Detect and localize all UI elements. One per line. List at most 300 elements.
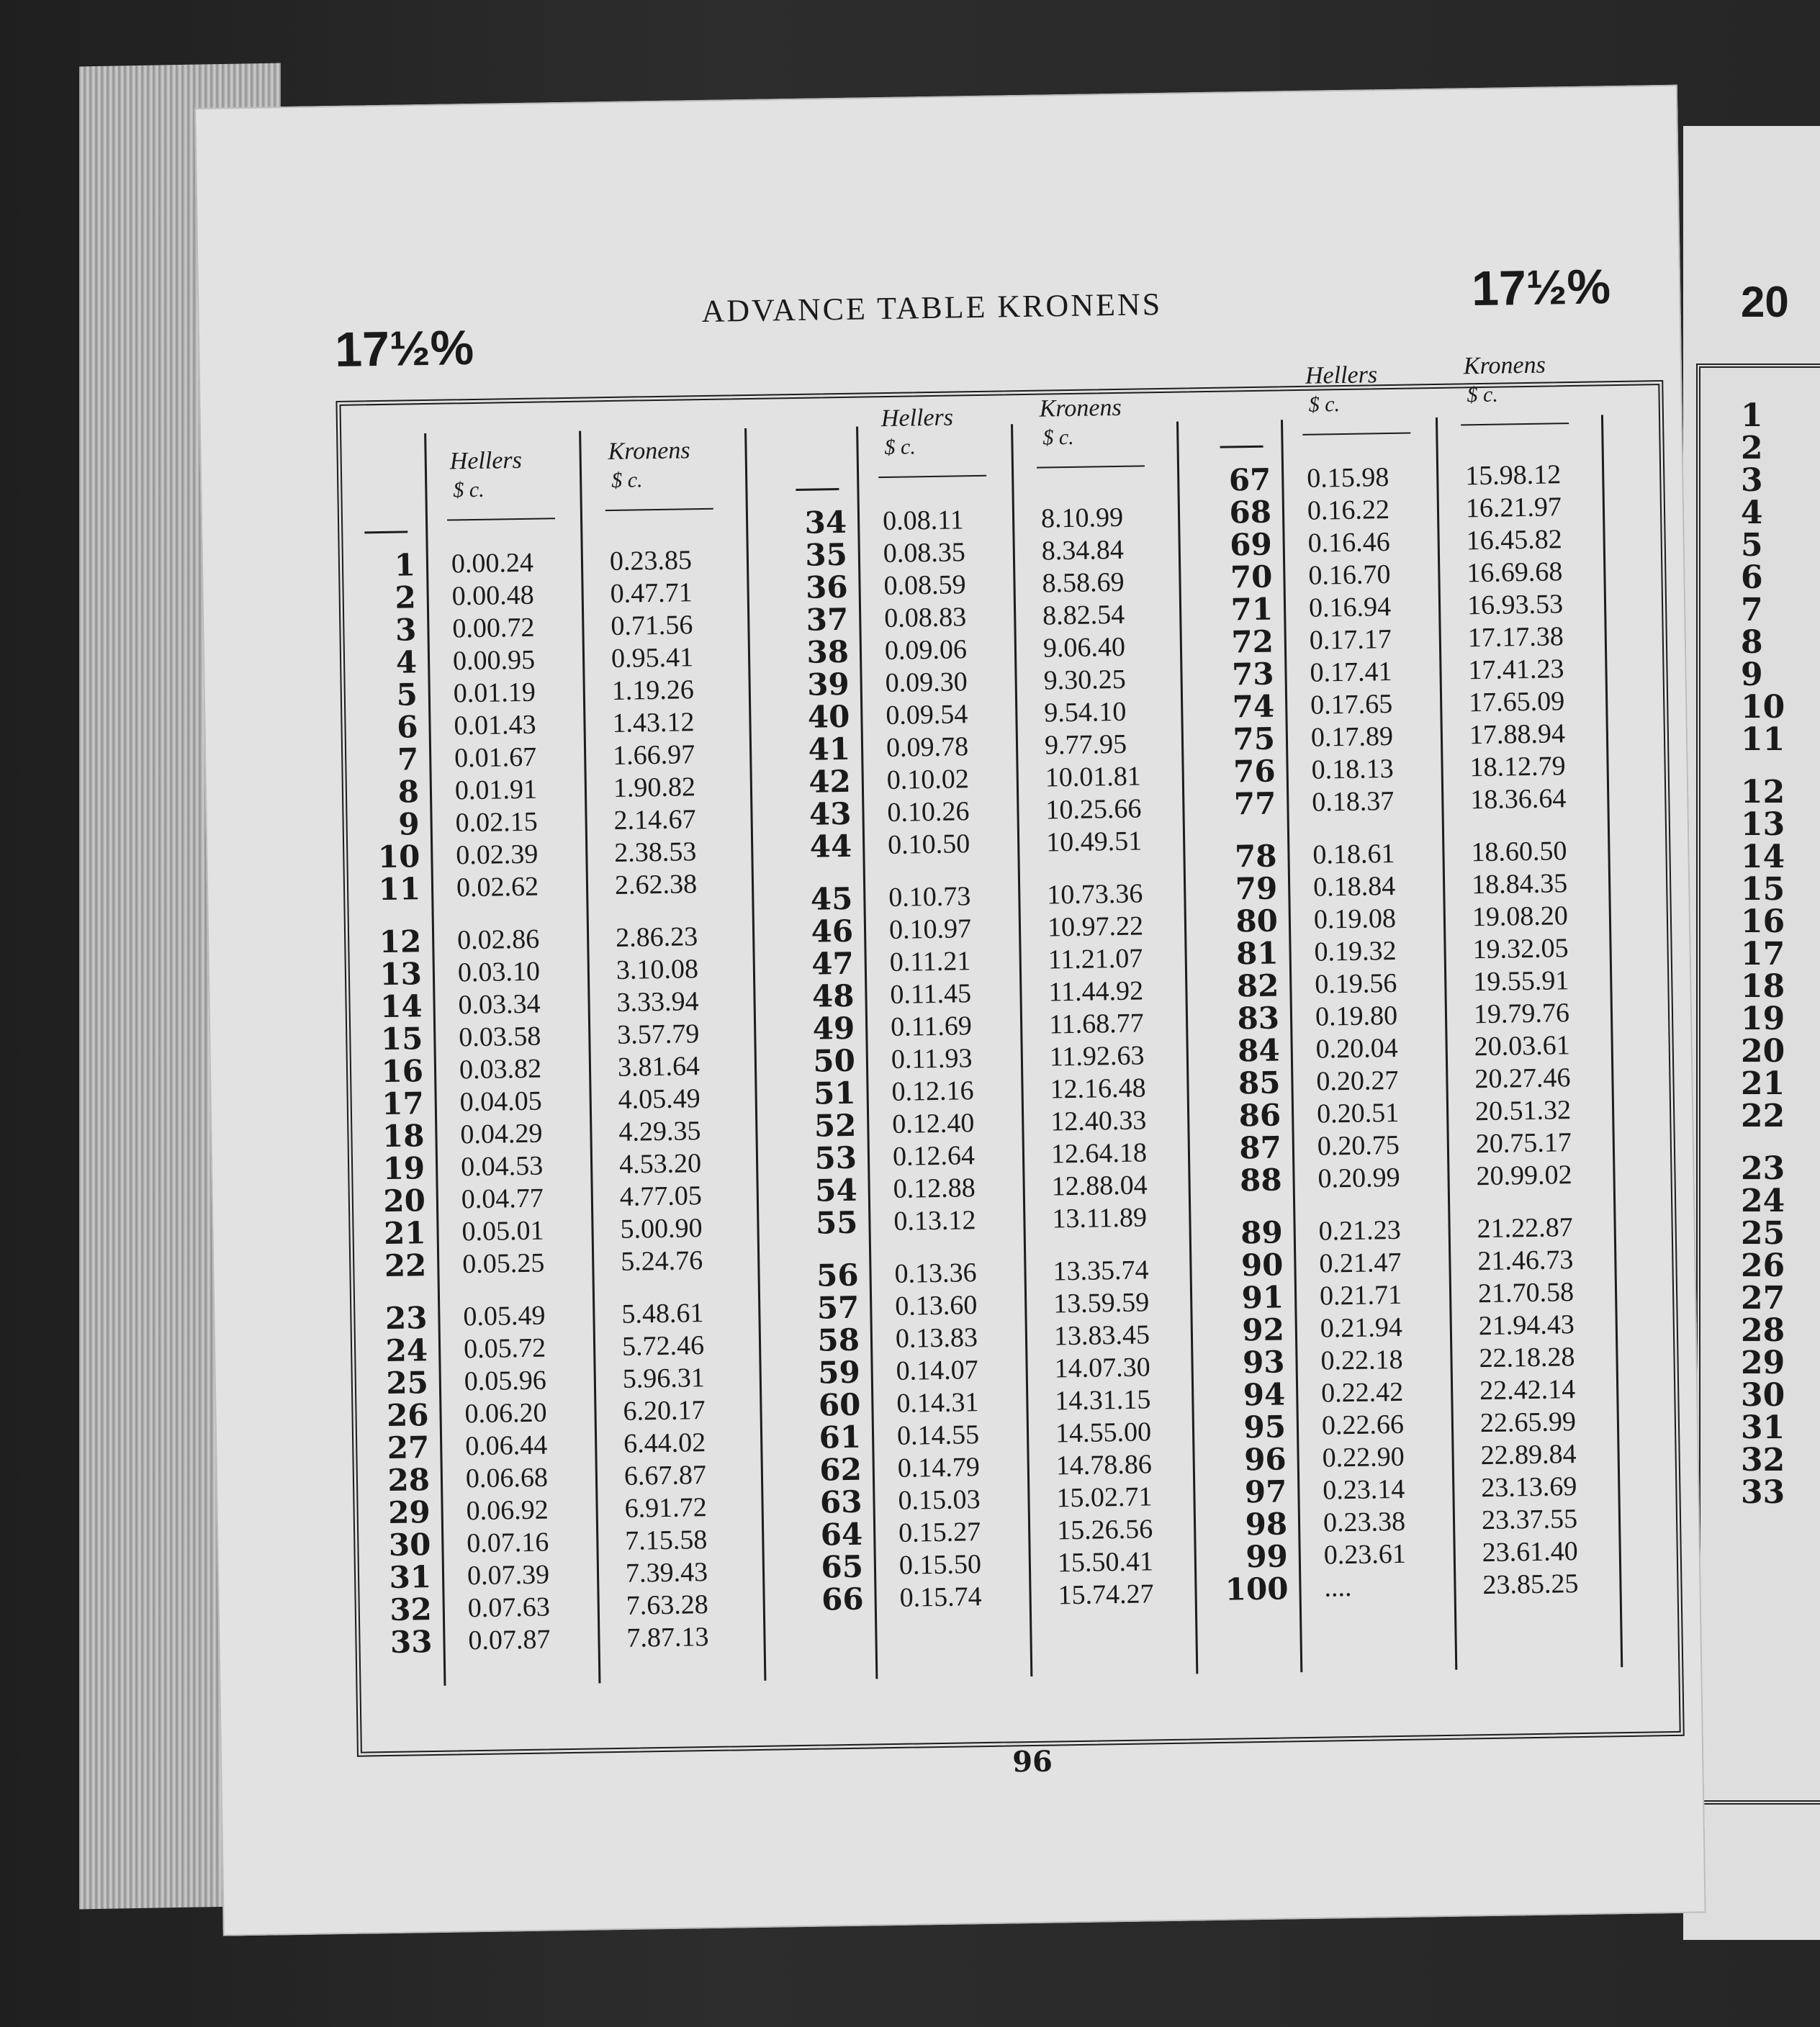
row-number: 63: [819, 1484, 862, 1520]
kronens-value: 9.77.95: [1044, 728, 1127, 761]
row-number: 25: [386, 1365, 429, 1401]
hellers-value: 0.17.89: [1310, 721, 1394, 753]
kronens-value: 20.03.61: [1474, 1030, 1571, 1062]
facing-page-numbers: [1741, 399, 1785, 1509]
kronens-header-units: $ c.: [1042, 425, 1074, 450]
kronens-value: 15.98.12: [1464, 459, 1562, 492]
facing-page-row-number: 12: [1741, 774, 1785, 811]
kronens-value: 2.38.53: [613, 836, 697, 868]
kronens-value: 6.20.17: [623, 1395, 706, 1427]
facing-page-row-number: 33: [1741, 1474, 1785, 1511]
hellers-value: 0.17.65: [1310, 688, 1393, 721]
group-gap: [786, 1239, 858, 1260]
hellers-value: 0.19.08: [1313, 903, 1397, 935]
row-number: 83: [1237, 1000, 1280, 1037]
kronens-value: 23.85.25: [1482, 1568, 1579, 1601]
hellers-value: 0.15.74: [899, 1581, 982, 1613]
kronens-value: 8.82.54: [1042, 599, 1125, 631]
row-number: 71: [1230, 591, 1274, 628]
column-divider: [1176, 422, 1198, 1674]
row-number: 52: [814, 1107, 857, 1144]
kronens-value: 16.45.82: [1466, 524, 1562, 556]
kronens-header-label: Kronens: [608, 437, 690, 466]
kronens-value: 20.51.32: [1474, 1095, 1572, 1127]
kronens-value: 2.86.23: [615, 921, 698, 953]
facing-page-row-number: 27: [1741, 1280, 1785, 1317]
hellers-value: 0.16.70: [1308, 559, 1391, 591]
row-number: 26: [386, 1397, 429, 1434]
row-number: 62: [819, 1451, 862, 1488]
row-number: 91: [1241, 1279, 1284, 1316]
hellers-value: 0.10.26: [887, 796, 970, 828]
hellers-value: 0.03.10: [457, 956, 541, 988]
hellers-value: 0.22.90: [1322, 1441, 1405, 1473]
row-number: 100: [1225, 1571, 1289, 1607]
group-gap: [1471, 815, 1567, 836]
hellers-value: 0.03.58: [458, 1021, 541, 1053]
kronens-value: 23.13.69: [1481, 1471, 1577, 1504]
kronens-value: 21.46.73: [1477, 1245, 1574, 1277]
hellers-value: 0.11.21: [889, 946, 971, 978]
row-number: 2: [395, 579, 417, 615]
hellers-value: 0.03.34: [458, 988, 541, 1021]
row-number: 5: [396, 677, 418, 713]
facing-page-row-number: 30: [1741, 1377, 1785, 1414]
row-number: 49: [812, 1010, 855, 1047]
row-number: 7: [397, 741, 419, 777]
row-number: 84: [1237, 1032, 1281, 1069]
facing-page-row-number: 25: [1741, 1215, 1785, 1252]
book-page: [194, 85, 1706, 1936]
row-number: 18: [382, 1118, 425, 1155]
column-divider: [579, 431, 600, 1684]
hellers-value: 0.07.39: [467, 1559, 550, 1592]
kronens-value: 13.59.59: [1053, 1287, 1150, 1319]
kronens-value: 23.61.40: [1482, 1536, 1579, 1568]
hellers-value: 0.02.39: [456, 839, 539, 871]
hellers-value: 0.21.71: [1319, 1279, 1402, 1312]
page-title: ADVANCE TABLE KRONENS: [701, 286, 1163, 329]
row-number: 35: [805, 536, 848, 573]
group-gap: [1047, 857, 1143, 879]
kronens-value: 20.27.46: [1474, 1062, 1571, 1095]
kronens-value: 16.21.97: [1465, 492, 1562, 524]
hellers-header: [1305, 361, 1378, 420]
row-number: 23: [384, 1300, 428, 1337]
hellers-value: 0.07.16: [467, 1527, 549, 1559]
kronens-value: 7.87.13: [626, 1622, 709, 1653]
kronens-value: 8.58.69: [1042, 566, 1125, 599]
row-number: 65: [821, 1548, 864, 1585]
group-gap: [621, 1277, 703, 1299]
row-number: 50: [813, 1042, 856, 1079]
hellers-value: 0.18.13: [1311, 753, 1394, 785]
kronens-value: 14.31.15: [1055, 1384, 1151, 1417]
table-section: [341, 399, 794, 1751]
row-number: 67: [1228, 461, 1271, 498]
facing-page-row-number: 21: [1741, 1065, 1785, 1102]
kronens-value: 15.50.41: [1057, 1546, 1154, 1579]
hellers-value: 0.18.84: [1312, 870, 1396, 903]
kronens-value: 4.29.35: [618, 1116, 701, 1147]
kronens-value: 18.60.50: [1471, 836, 1567, 868]
row-number: 12: [379, 924, 422, 960]
hellers-value: ....: [1324, 1572, 1352, 1603]
group-gap: [1210, 1196, 1282, 1217]
kronens-value: 14.78.86: [1055, 1449, 1153, 1481]
rate-left: 17½%: [334, 320, 474, 377]
group-gap: [348, 905, 420, 926]
row-number: 95: [1243, 1409, 1287, 1445]
kronens-value: 7.15.58: [625, 1525, 708, 1556]
kronens-value: 5.48.61: [621, 1298, 704, 1329]
kronens-value: 17.88.94: [1469, 718, 1566, 751]
hellers-value: 0.14.31: [896, 1387, 979, 1419]
hellers-value: 0.23.14: [1323, 1473, 1405, 1506]
hellers-value: 0.13.36: [894, 1258, 977, 1289]
kronens-value: 1.66.97: [612, 739, 695, 771]
group-gap: [1477, 1191, 1572, 1213]
facing-page-row-number: 16: [1741, 903, 1785, 940]
kronens-value: 3.81.64: [617, 1051, 700, 1083]
kronens-value: 0.23.85: [609, 545, 693, 577]
row-number: 42: [808, 763, 852, 800]
header-rule: [878, 475, 986, 478]
facing-page-row-number: 11: [1741, 721, 1785, 758]
facing-page-row-number: 29: [1741, 1345, 1785, 1381]
kronens-header-label: Kronens: [1039, 394, 1122, 423]
hellers-value: 0.19.32: [1314, 935, 1397, 967]
kronens-value: 10.97.22: [1047, 911, 1144, 943]
kronens-value: 10.25.66: [1045, 793, 1142, 826]
hellers-value: 0.22.66: [1321, 1409, 1405, 1441]
number-header-dash: [1220, 446, 1263, 448]
kronens-value: 9.06.40: [1042, 631, 1126, 664]
facing-page-row-number: 14: [1741, 839, 1785, 875]
kronens-column: [1465, 459, 1579, 1602]
column-divider: [744, 428, 766, 1681]
kronens-value: 4.53.20: [618, 1148, 702, 1180]
kronens-value: 3.33.94: [616, 986, 699, 1018]
row-number: 44: [809, 828, 852, 864]
hellers-value: 0.15.27: [898, 1517, 981, 1548]
kronens-value: 8.34.84: [1041, 534, 1125, 566]
kronens-value: 22.89.84: [1480, 1439, 1577, 1471]
rate-right: 17½%: [1471, 259, 1611, 317]
row-number: 87: [1239, 1129, 1282, 1166]
row-number: 96: [1243, 1441, 1287, 1478]
group-gap: [1204, 820, 1276, 841]
hellers-value: 0.10.73: [888, 881, 971, 913]
hellers-value: 0.15.50: [898, 1549, 982, 1581]
hellers-value: 0.14.55: [896, 1419, 980, 1451]
hellers-value: 0.20.75: [1317, 1129, 1400, 1162]
hellers-value: 0.07.87: [468, 1624, 551, 1656]
row-number-column: [343, 548, 433, 1658]
hellers-value: 0.17.41: [1310, 656, 1392, 688]
hellers-value: 0.01.19: [453, 677, 536, 709]
row-number: 73: [1231, 656, 1274, 692]
hellers-value: 0.15.03: [898, 1484, 981, 1516]
kronens-header-units: $ c.: [1467, 382, 1499, 407]
hellers-value: 0.08.11: [882, 505, 965, 537]
row-number: 17: [381, 1085, 425, 1122]
hellers-value: 0.08.59: [883, 569, 966, 602]
kronens-value: 5.96.31: [622, 1363, 706, 1394]
kronens-value: 5.24.76: [620, 1245, 703, 1277]
kronens-value: 11.68.77: [1048, 1008, 1145, 1040]
hellers-header-label: Hellers: [449, 446, 523, 475]
facing-page-row-number: 2: [1741, 430, 1763, 466]
header-rule: [447, 518, 555, 520]
hellers-value: 0.19.56: [1314, 967, 1397, 1000]
hellers-column: [1307, 461, 1407, 1604]
kronens-value: 23.37.55: [1481, 1504, 1578, 1536]
kronens-value: 10.49.51: [1045, 826, 1143, 858]
kronens-value: 16.93.53: [1467, 589, 1564, 621]
kronens-column: [610, 544, 709, 1655]
hellers-column: [451, 547, 551, 1658]
facing-page-row-number: 6: [1741, 559, 1763, 596]
hellers-value: 0.12.64: [892, 1140, 976, 1172]
facing-page-row-number: 23: [1741, 1150, 1785, 1187]
hellers-value: 0.23.38: [1323, 1506, 1406, 1538]
row-number: 36: [805, 569, 848, 605]
hellers-value: 0.23.61: [1323, 1538, 1407, 1571]
hellers-value: 0.20.04: [1315, 1032, 1399, 1065]
kronens-value: 12.16.48: [1050, 1073, 1146, 1105]
facing-page-row-number: 13: [1741, 806, 1785, 843]
row-number: 61: [819, 1419, 862, 1455]
row-number: 24: [385, 1332, 428, 1369]
facing-page-row-number: 31: [1741, 1409, 1785, 1446]
kronens-value: 8.10.99: [1040, 502, 1124, 534]
row-number: 82: [1236, 967, 1279, 1004]
row-number: 48: [811, 978, 855, 1014]
kronens-value: 10.01.81: [1045, 761, 1142, 793]
kronens-value: 21.22.87: [1477, 1212, 1573, 1245]
row-number: 46: [811, 913, 854, 949]
facing-page-row-number: 24: [1741, 1183, 1785, 1219]
hellers-value: 0.16.94: [1308, 591, 1392, 623]
header-rule: [1302, 433, 1410, 435]
row-number: 59: [817, 1354, 861, 1391]
kronens-value: 22.18.28: [1479, 1342, 1575, 1374]
hellers-value: 0.12.40: [891, 1108, 975, 1139]
row-number: 4: [395, 644, 418, 680]
row-number: 41: [808, 731, 851, 767]
hellers-value: 0.07.63: [467, 1592, 551, 1624]
kronens-header: [1464, 351, 1546, 410]
kronens-value: 9.30.25: [1043, 664, 1126, 696]
hellers-header: [881, 404, 954, 463]
row-number: 14: [379, 988, 423, 1025]
hellers-value: 0.01.67: [454, 741, 537, 774]
header-rule: [1461, 423, 1569, 425]
hellers-value: 0.04.53: [460, 1150, 544, 1183]
row-number: 15: [380, 1021, 423, 1057]
row-number: 29: [387, 1494, 431, 1531]
row-number: 56: [816, 1257, 859, 1294]
hellers-value: 0.00.95: [452, 644, 536, 677]
row-number: 77: [1233, 785, 1276, 822]
hellers-value: 0.11.93: [891, 1043, 973, 1075]
hellers-value: 0.18.61: [1312, 838, 1395, 870]
group-gap: [463, 1280, 545, 1301]
kronens-value: 7.39.43: [625, 1557, 708, 1589]
hellers-value: 0.05.72: [463, 1332, 546, 1365]
kronens-value: 3.57.79: [616, 1019, 700, 1050]
facing-page-row-number: 20: [1741, 1033, 1785, 1070]
kronens-value: 14.07.30: [1054, 1352, 1150, 1384]
row-number: 75: [1233, 721, 1276, 757]
group-gap: [1318, 1194, 1400, 1216]
hellers-header-units: $ c.: [884, 435, 916, 460]
facing-page-row-number: 8: [1741, 624, 1763, 661]
hellers-value: 0.05.25: [461, 1247, 545, 1280]
kronens-value: 7.63.28: [626, 1589, 709, 1621]
row-number: 68: [1229, 494, 1272, 531]
hellers-value: 0.05.01: [461, 1215, 544, 1247]
row-number: 79: [1235, 870, 1278, 907]
kronens-value: 19.79.76: [1473, 998, 1570, 1030]
row-number: 94: [1243, 1376, 1286, 1413]
group-gap: [615, 900, 697, 922]
row-number: 33: [389, 1624, 433, 1660]
kronens-value: 11.21.07: [1048, 943, 1143, 975]
table-section: [772, 392, 1225, 1745]
kronens-value: 6.44.02: [623, 1427, 706, 1459]
row-number: 99: [1245, 1538, 1289, 1575]
row-number: 40: [807, 698, 850, 735]
hellers-value: 0.06.44: [464, 1430, 548, 1462]
hellers-value: 0.09.30: [885, 667, 968, 699]
kronens-value: 6.91.72: [624, 1492, 707, 1524]
hellers-header-label: Hellers: [880, 404, 954, 433]
kronens-value: 21.70.58: [1477, 1277, 1575, 1309]
kronens-value: 11.44.92: [1048, 975, 1144, 1008]
row-number: 69: [1229, 526, 1273, 563]
hellers-value: 0.21.94: [1320, 1312, 1403, 1344]
row-number: 86: [1238, 1097, 1281, 1134]
row-number: 11: [378, 871, 421, 908]
facing-page-row-number: 1: [1741, 397, 1763, 434]
row-number: 9: [398, 806, 420, 842]
row-number: 43: [808, 795, 852, 832]
row-number: 32: [389, 1592, 433, 1628]
kronens-value: 18.12.79: [1469, 751, 1566, 783]
table-section: [1197, 351, 1650, 1738]
number-header-dash: [796, 488, 839, 491]
column-divider: [1011, 424, 1032, 1676]
column-divider: [1601, 415, 1623, 1667]
row-number: 19: [382, 1150, 425, 1187]
row-number: 92: [1242, 1312, 1285, 1348]
kronens-value: 12.88.04: [1051, 1170, 1148, 1202]
hellers-value: 0.14.07: [896, 1355, 979, 1386]
hellers-value: 0.16.22: [1307, 494, 1390, 526]
hellers-value: 0.04.29: [460, 1118, 543, 1150]
kronens-value: 13.83.45: [1053, 1319, 1150, 1352]
hellers-value: 0.13.83: [895, 1322, 978, 1354]
hellers-value: 0.18.37: [1312, 785, 1395, 818]
column-divider: [1436, 417, 1457, 1670]
hellers-value: 0.00.24: [451, 547, 534, 579]
row-number: 93: [1242, 1344, 1285, 1381]
row-number: 37: [806, 601, 849, 638]
hellers-value: 0.13.60: [894, 1290, 978, 1322]
hellers-value: 0.16.46: [1307, 526, 1391, 559]
hellers-header-label: Hellers: [1305, 361, 1378, 389]
kronens-value: 1.43.12: [612, 707, 695, 739]
hellers-value: 0.20.51: [1316, 1097, 1400, 1129]
row-number: 74: [1232, 688, 1275, 725]
kronens-value: 16.69.68: [1467, 556, 1563, 589]
kronens-value: 4.77.05: [619, 1180, 703, 1212]
hellers-value: 0.01.43: [454, 709, 536, 741]
hellers-value: 0.21.23: [1318, 1214, 1402, 1247]
hellers-value: 0.09.54: [886, 699, 968, 731]
kronens-value: 11.92.63: [1049, 1040, 1145, 1073]
kronens-value: 21.94.43: [1478, 1309, 1575, 1342]
hellers-value: 0.09.06: [884, 634, 968, 667]
kronens-value: 5.00.90: [620, 1213, 703, 1245]
kronens-value: 15.74.27: [1058, 1579, 1154, 1611]
facing-page-row-number: 5: [1741, 527, 1763, 564]
facing-page-row-number: 15: [1741, 871, 1785, 908]
row-number: 70: [1230, 559, 1273, 595]
facing-page-row-number: 17: [1741, 936, 1785, 972]
kronens-value: 14.55.00: [1055, 1417, 1152, 1449]
group-gap: [355, 1281, 427, 1303]
kronens-value: 3.10.08: [616, 954, 699, 985]
kronens-value: 0.71.56: [611, 610, 693, 642]
hellers-value: 0.15.98: [1306, 462, 1389, 494]
row-number: 60: [818, 1386, 861, 1423]
kronens-value: 13.35.74: [1053, 1255, 1149, 1287]
kronens-value: 19.32.05: [1472, 933, 1569, 965]
page-number: 96: [1012, 1744, 1053, 1779]
kronens-value: 17.17.38: [1467, 621, 1564, 654]
kronens-value: 12.64.18: [1050, 1137, 1148, 1170]
kronens-value: 10.73.36: [1046, 878, 1143, 911]
row-number: 90: [1240, 1247, 1284, 1283]
hellers-value: 0.00.48: [451, 579, 535, 612]
hellers-column: [883, 504, 982, 1615]
row-number: 21: [383, 1215, 426, 1252]
kronens-value: 20.75.17: [1475, 1127, 1572, 1160]
facing-page-row-number: 3: [1741, 462, 1763, 499]
kronens-value: 18.36.64: [1469, 783, 1567, 816]
row-number: 30: [388, 1527, 431, 1563]
group-gap: [780, 862, 852, 884]
hellers-value: 0.12.88: [893, 1173, 976, 1204]
hellers-value: 0.13.12: [893, 1205, 976, 1237]
kronens-value: 9.54.10: [1044, 696, 1127, 728]
hellers-value: 0.02.62: [456, 871, 539, 903]
kronens-value: 0.47.71: [610, 577, 693, 610]
facing-page-row-number: 9: [1741, 656, 1763, 693]
hellers-value: 0.02.15: [455, 806, 538, 839]
kronens-value: 5.72.46: [621, 1330, 705, 1362]
row-number: 76: [1233, 753, 1276, 790]
facing-page-row-number: 26: [1741, 1247, 1785, 1284]
hellers-value: 0.10.50: [887, 829, 970, 860]
hellers-value: 0.08.83: [883, 602, 967, 634]
row-number: 1: [394, 547, 416, 583]
hellers-value: 0.22.18: [1320, 1344, 1403, 1376]
hellers-value: 0.12.16: [891, 1075, 974, 1107]
